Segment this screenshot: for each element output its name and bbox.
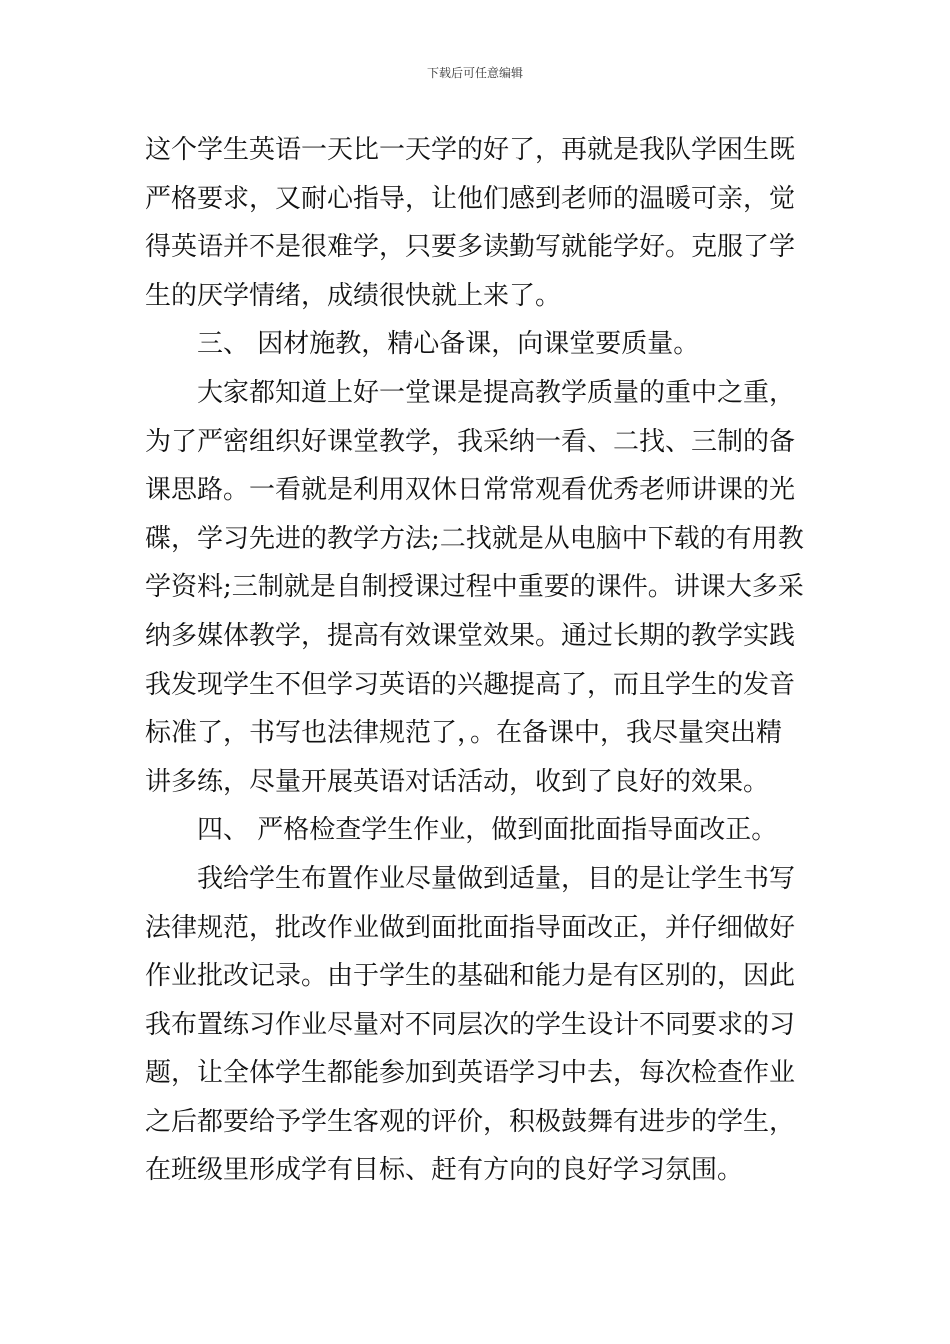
text-line: 这个学生英语一天比一天学的好了，再就是我队学困生既 — [145, 135, 796, 165]
document-body — [145, 126, 810, 1195]
paragraph-start: 大家都知道上好一堂课是提高教学质量的重中之重， — [197, 377, 796, 408]
text-line: 得英语并不是很难学，只要多读勤写就能学好。克服了学 — [145, 232, 796, 263]
text-line: 为了严密组织好课堂教学，我采纳一看、二找、三制的备 — [145, 426, 796, 457]
text-line: 标准了，书写也法律规范了，。在备课中，我尽量突出精 — [145, 718, 783, 749]
text-line: 题，让全体学生都能参加到英语学习中去，每次检查作业 — [145, 1058, 796, 1089]
text-line: 法律规范，批改作业做到面批面指导面改正，并仔细做好 — [145, 912, 796, 943]
text-line: 在班级里形成学有目标、赶有方向的良好学习氛围。 — [145, 1155, 744, 1186]
page-header: 下载后可任意编辑 — [426, 66, 523, 80]
paragraph-start: 我给学生布置作业尽量做到适量，目的是让学生书写 — [197, 863, 796, 894]
section-heading: 四、 严格检查学生作业，做到面批面指导面改正。 — [197, 815, 778, 846]
text-line: 纳多媒体教学，提高有效课堂效果。通过长期的教学实践 — [145, 620, 796, 651]
text-line: 严格要求，又耐心指导，让他们感到老师的温暖可亲，觉 — [145, 183, 796, 214]
section-heading: 三、 因材施教，精心备课，向课堂要质量。 — [197, 329, 700, 360]
text-line: 碟，学习先进的教学方法;二找就是从电脑中下载的有用教 — [145, 523, 804, 554]
text-line: 生的厌学情绪，成绩很快就上来了。 — [145, 280, 562, 311]
text-line: 课思路。一看就是利用双休日常常观看优秀老师讲课的光 — [145, 475, 796, 506]
text-line: 我发现学生不但学习英语的兴趣提高了，而且学生的发音 — [145, 669, 796, 700]
text-line: 学资料;三制就是自制授课过程中重要的课件。讲课大多采 — [145, 572, 804, 603]
text-line: 作业批改记录。由于学生的基础和能力是有区别的，因此 — [145, 961, 796, 992]
text-line: 我布置练习作业尽量对不同层次的学生设计不同要求的习 — [145, 1009, 796, 1040]
text-line: 讲多练，尽量开展英语对话活动，收到了良好的效果。 — [145, 766, 770, 797]
text-line: 之后都要给予学生客观的评价，积极鼓舞有进步的学生， — [145, 1106, 796, 1137]
